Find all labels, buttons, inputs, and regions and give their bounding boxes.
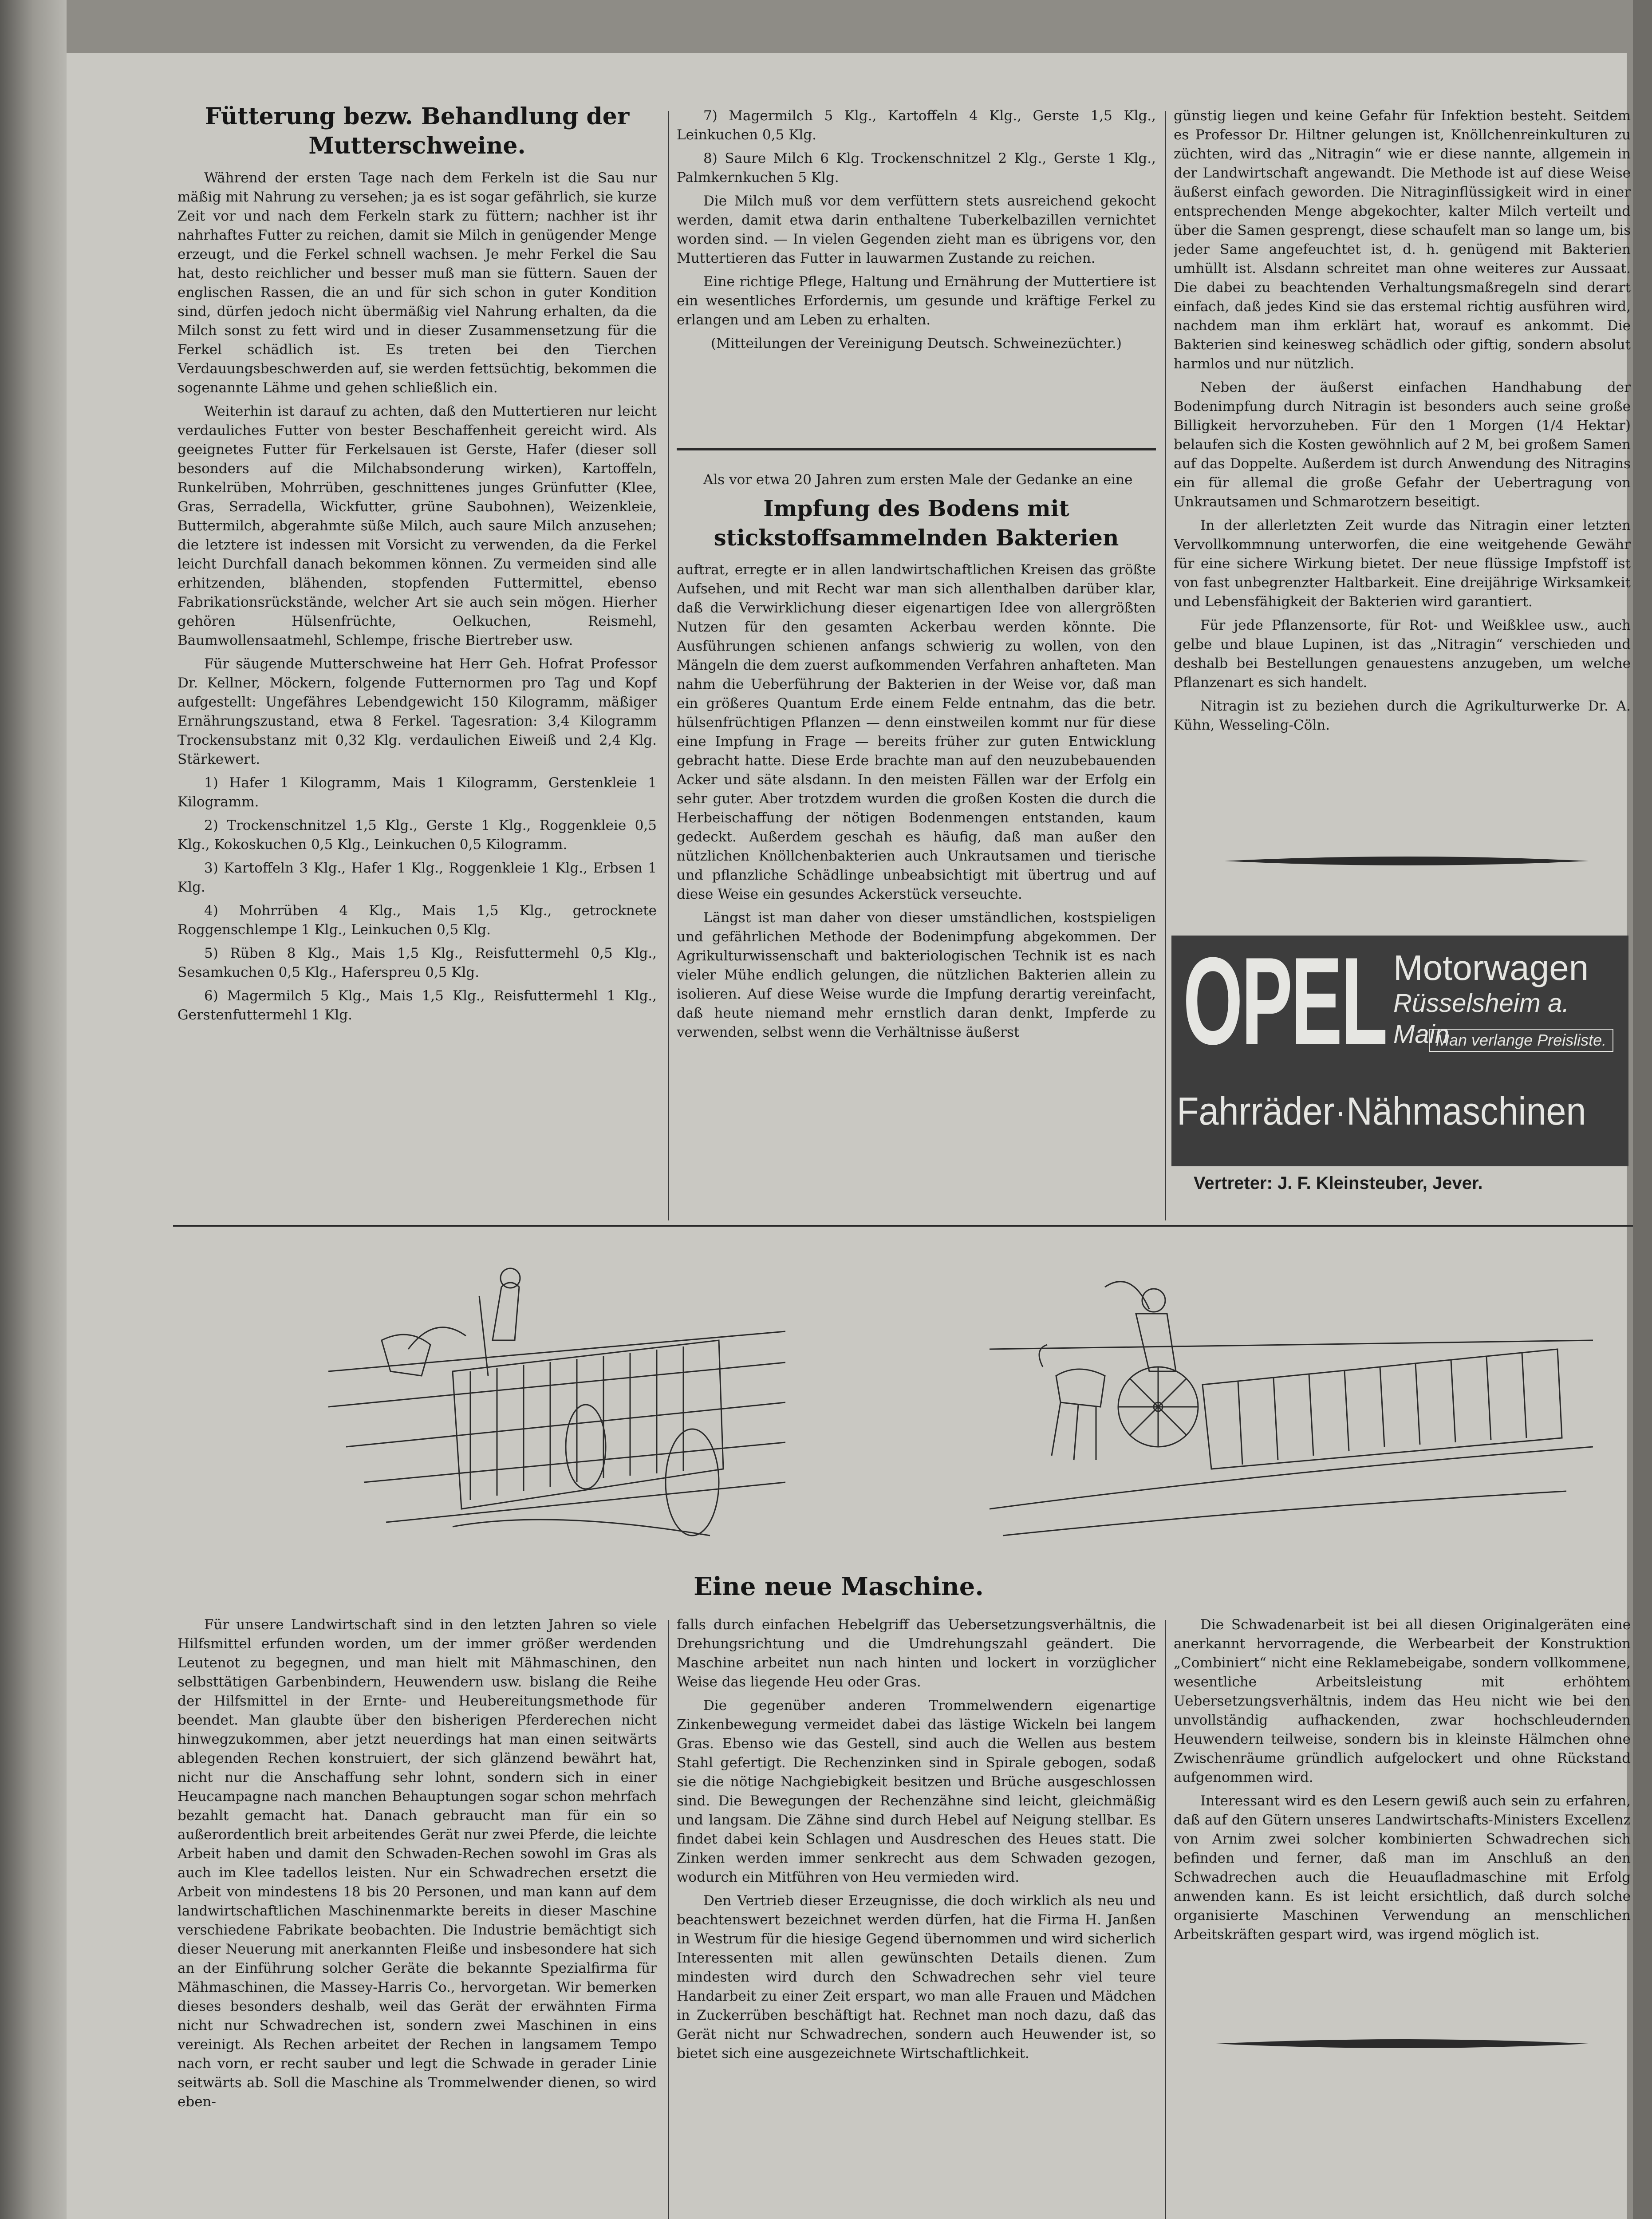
ration-item: 1) Hafer 1 Kilogramm, Mais 1 Kilogramm, Gerstenkleie 1 Kilogramm. — [177, 775, 657, 810]
article1-paragraph: Für säugende Mutterschweine hat Herr Geh. Hofrat Professor Dr. Kellner, Möckern, folgende Futternormen pro Tag und Kopf aufgestellt: Ungefähres Lebendgewicht 150 Kilogramm, mäßiger Ernährungszustand, etwa 8 Ferkel. Tagesration: 3,4 Kilogramm Trockensubstanz mit 0,32 Klg. verdaulichen Eiweiß und 2,4 Klg. Stärkewert. — [177, 656, 657, 767]
article1-column1 — [177, 102, 657, 1203]
ration-item: 3) Kartoffeln 3 Klg., Hafer 1 Klg., Roggenkleie 1 Klg., Erbsen 1 Klg. — [177, 860, 657, 895]
article2-paragraph: günstig liegen und keine Gefahr für Infektion besteht. Seitdem es Professor Dr. Hiltner gelungen ist, Knöllchenreinkulturen zu züchten, wird das „Nitragin“ wie er diese nannte, allgemein in der Landwirtschaft angewandt. Die Methode ist auf diese Weise äußerst einfach geworden. Die Nitraginflüssigkeit wird in einer entsprechenden Menge abgekochter, kalter Milch verteilt und über die Samen gesprengt, diese schaufelt man so lange um, bis jeder Same angefeuchtet ist, d. h. genügend mit Bakterien umhüllt ist. Alsdann schreitet man ohne weiteres zur Aussaat. Die dabei zu beachtenden Verhaltungsmaßregeln sind derart einfach, daß jedes Kind sie das erstemal richtig ausführen wird, nachdem man ihm erklärt hat, worauf es ankommt. Die Bakterien sind keinesweg schädlich oder giftig, sondern absolut harmlos und nur nützlich. — [1174, 108, 1631, 372]
article1-paragraph: Eine richtige Pflege, Haltung und Ernährung der Muttertiere ist ein wesentliches Erfordernis, um gesunde und kräftige Ferkel zu erlangen und am Leben zu erhalten. — [677, 274, 1156, 328]
ration-item: 6) Magermilch 5 Klg., Mais 1,5 Klg., Reisfuttermehl 1 Klg., Gerstenfuttermehl 1 Klg. — [177, 988, 657, 1023]
page-edge — [1633, 0, 1652, 2219]
article3-column2 — [677, 1615, 1156, 2219]
article2-column1 — [677, 470, 1156, 1225]
hay-rake-illustration-left-icon — [319, 1260, 785, 1558]
book-spine — [0, 0, 67, 2219]
article2-paragraph: auftrat, erregte er in allen landwirtschaftlichen Kreisen das größte Aufsehen, und mit Recht war man sich allenthalben darüber klar, daß die Verwirklichung dieser eigenartigen Idee von allergrößten Nutzen für den gesamten Ackerbau werden könnte. Die Ausführungen schienen anfangs schwierig zu wollen, von den Mängeln die dem zuerst aufkommenden Verfahren anhafteten. Man nahm die Ueberführung der Bakterien in der Weise vor, daß man ein größeres Quantum Erde einem Felde entnahm, das die betr. hülsenfrüchtigen Pflanzen — denn einstweilen kommt nur für diese eine Impfung in Frage — bereits früher zur guten Entwicklung gebracht hatte. Diese Erde brachte man auf den neuzubebauenden Acker und säte alsdann. In den meisten Fällen war der Erfolg ein sehr guter. Aber trotzdem wurden die großen Kosten die durch die Herbeischaffung der nötigen Bodenmengen entstanden, kaum gedeckt. Außerdem geschah es häufig, daß man außer den nützlichen Knöllchenbakterien auch Unkrautsamen und tierische und pflanzliche Schädlinge unbeabsichtigt mit übertrug und auf diese Weise ein gesundes Ackerstück verseuchte. — [677, 562, 1156, 902]
ration-item: 5) Rüben 8 Klg., Mais 1,5 Klg., Reisfuttermehl 0,5 Klg., Sesamkuchen 0,5 Klg., Haferspreu 0,5 Klg. — [177, 945, 657, 980]
article2-paragraph: Nitragin ist zu beziehen durch die Agrikulturwerke Dr. A. Kühn, Wesseling-Cöln. — [1174, 698, 1631, 733]
ad-line1: Motorwagen — [1393, 948, 1589, 987]
article3-column3 — [1174, 1615, 1631, 2006]
article3-column1 — [177, 1615, 657, 2219]
article1-source: (Mitteilungen der Vereinigung Deutsch. Schweinezüchter.) — [711, 336, 1122, 351]
article2-title: Impfung des Bodens mit stickstoffsammelnden Bakterien — [714, 495, 1119, 551]
article3-paragraph: Den Vertrieb dieser Erzeugnisse, die doch wirklich als neu und beachtenswert bezeichnet werden dürfen, hat die Firma H. Janßen in Westrum für die hiesige Gegend übernommen und wird sicherlich Interessenten mit allen gewünschten Details dienen. Zum mindesten wird durch den Schwadrechen sehr viel teure Handarbeit zu einer Zeit erspart, wo man alle Frauen und Mädchen in Zuckerrüben beschäftigt hat. Rechnet man noch dazu, daß das Gerät nicht nur Schwadrechen, sondern auch Heuwender ist, so bietet sich eine ausgezeichnete Wirtschaftlichkeit. — [677, 1893, 1156, 2061]
ration-item: 7) Magermilch 5 Klg., Kartoffeln 4 Klg., Gerste 1,5 Klg., Leinkuchen 0,5 Klg. — [677, 108, 1156, 143]
article-divider — [677, 448, 1156, 450]
column-rule — [668, 1620, 669, 2219]
article2-paragraph: Für jede Pflanzensorte, für Rot- und Weißklee usw., auch gelbe und blaue Lupinen, ist das „Nitragin“ verschieden und deshalb bei Bestellungen genauestens anzugeben, um welche Pflanzenart es sich handelt. — [1174, 617, 1631, 691]
ornament-divider-icon — [1225, 852, 1589, 870]
article2-paragraph: Längst ist man daher von dieser umständlichen, kostspieligen und gefährlichen Methode der Bodenimpfung abgekommen. Der Agrikulturwissenschaft und bakteriologischen Technik ist es nach vieler Mühe endlich gelungen, die nützlichen Bakterien allein zu isolieren. Auf diese Weise wurde die Impfung derartig vereinfacht, daß heute niemand mehr ernstlich daran denkt, Impferde zu verwenden, selbst wenn die Verhältnisse äußerst — [677, 910, 1156, 1040]
section-divider — [173, 1225, 1633, 1227]
ration-item: 2) Trockenschnitzel 1,5 Klg., Gerste 1 Klg., Roggenkleie 0,5 Klg., Kokoskuchen 0,5 Klg., Leinkuchen 0,5 Kilogramm. — [177, 817, 657, 853]
article1-title: Fütterung bezw. Behandlung der Mutterschweine. — [205, 103, 630, 159]
ad-representative: Vertreter: J. F. Kleinsteuber, Jever. — [1194, 1173, 1483, 1193]
ration-item: 8) Saure Milch 6 Klg. Trockenschnitzel 2 Klg., Gerste 1 Klg., Palmkernkuchen 5 Klg. — [677, 150, 1156, 186]
article1-paragraph: Weiterhin ist darauf zu achten, daß den Muttertieren nur leicht verdauliches Futter von bester Beschaffenheit gereicht wird. Als geeignetes Futter für Ferkelsauen ist Gerste, Hafer (dieser soll besonders auf die Milchabsonderung wirken), Kartoffeln, Runkelrüben, Mohrrüben, geschnittenes junges Grünfutter (Klee, Gras, Serradella, Wickfutter, grüne Saubohnen), Weizenkleie, Buttermilch, abgerahmte süße Milch, auch saure Milch anzusehen; die letztere ist indessen mit Vorsicht zu verwenden, da die Ferkel leicht Durchfall danach bekommen können. Zu vermeiden sind alle erhitzenden, blähenden, stopfenden Futtermittel, ebenso Fabrikationsrückstände, welcher Art sie auch sein mögen. Hierher gehören Hülsenfrüchte, Oelkuchen, Reismehl, Baumwollensaatmehl, Schlempe, frische Biertreber usw. — [177, 403, 657, 648]
opel-advertisement — [1171, 932, 1628, 1166]
column-rule — [1165, 111, 1166, 1220]
article1-paragraph: Während der ersten Tage nach dem Ferkeln ist die Sau nur mäßig mit Nahrung zu versehen; ja es ist sogar gefährlich, sie kurze Zeit vor und nach dem Ferkeln stark zu füttern; nachher ist ihr nahrhaftes Futter zu reichen, damit sie Milch in genügender Menge erzeugt, und die Ferkel schnell wachsen. Je mehr Ferkel die Sau hat, desto reichlicher und besser muß man sie füttern. Sauen der englischen Rassen, die an und für sich schon in guter Kondition sind, dürfen jedoch nicht übermäßig viel Nahrung erhalten, da die Milch sonst zu fett wird und in dieser Zusammensetzung für die Ferkel schädlich ist. Es treten bei den Tierchen Verdauungsbeschwerden auf, sie werden fettsüchtig, bekommen die sogenannte Lähme und gehen schließlich ein. — [177, 170, 657, 396]
article2-paragraph: Neben der äußerst einfachen Handhabung der Bodenimpfung durch Nitragin ist besonders auch seine große Billigkeit hervorzuheben. Für den 1 Morgen (1/4 Hektar) belaufen sich die Kosten gewöhnlich auf 2 M, bei großem Samen auf das Doppelte. Außerdem ist durch Anwendung des Nitragins ein für allemal die große Gefahr der Uebertragung von Unkrautsamen und Schmarotzern beseitigt. — [1174, 379, 1631, 510]
column-rule — [1165, 1620, 1166, 2219]
ad-line4: Fahrräder·Nähmaschinen — [1177, 1089, 1586, 1133]
ornament-divider-icon — [1216, 2035, 1589, 2053]
article3-paragraph: Interessant wird es den Lesern gewiß auch sein zu erfahren, daß auf den Gütern unseres Landwirtschafts-Ministers Excellenz von Arnim zwei solcher kombinierten Schwadrechen sich befinden und ferner, daß man im Anschluß an den Schwadrechen auch die Heuaufladmaschine mit Erfolg anwenden kann. Es ist leicht ersichtlich, daß durch solche organisierte Maschinen Verwendung an menschlichen Arbeitskräften gespart wird, was irgend möglich ist. — [1174, 1793, 1631, 1943]
article3-paragraph: Die Schwadenarbeit ist bei all diesen Originalgeräten eine anerkannt hervorragende, die Werbearbeit der Konstruktion „Combiniert“ nicht eine Reklamebeigabe, sondern vollkommene, wesentliche Arbeitsleistung mit erhöhtem Uebersetzungsverhältnis, indem das Heu nicht wie bei den unvollständig aufhackenden, zwar hochschleudernden Heuwendern teilweise, sondern bis in kleinste Hälmchen ohne Zwischenräume gründlich aufgelockert und ohne Rückstand aufgenommen wird. — [1174, 1617, 1631, 1785]
article3-title: Eine neue Maschine. — [694, 1572, 984, 1601]
article2-intro: Als vor etwa 20 Jahren zum ersten Male der Gedanke an eine — [703, 472, 1133, 488]
ad-brand: OPEL — [1183, 932, 1386, 1070]
article1-column2 — [677, 107, 1156, 444]
article2-paragraph: In der allerletzten Zeit wurde das Nitragin einer letzten Vervollkommnung unterworfen, die eine weitgehende Gewähr für eine sichere Wirkung bietet. Der neue flüssige Impfstoff ist von fast unbegrenzter Haltbarkeit. Eine dreijährige Wirksamkeit und Lebensfähigkeit der Bakterien wird garantiert. — [1174, 517, 1631, 610]
column-rule — [668, 111, 669, 1220]
article3-paragraph: Die gegenüber anderen Trommelwendern eigenartige Zinkenbewegung vermeidet dabei das lästige Wickeln bei langem Gras. Ebenso wie das Gestell, sind auch die Wellen aus bestem Stahl gefertigt. Die Rechenzinken sind in Spirale gebogen, sodaß sie die nötige Nachgiebigkeit besitzen und Brüche ausgeschlossen sind. Die Bewegungen der Rechenzähne sind leicht, gleichmäßig und langsam. Die Zähne sind durch Hebel auf Neigung stellbar. Es findet dabei kein Schlagen und Ausdreschen des Heues statt. Die Zinken werden immer senkrecht aus dem Schwaden gezogen, wodurch ein Mitführen von Heu vermieden wird. — [677, 1698, 1156, 1885]
ad-line2: Rüsselsheim a. Main — [1393, 989, 1569, 1049]
ad-line3: Man verlange Preisliste. — [1429, 1029, 1613, 1052]
ration-item: 4) Mohrrüben 4 Klg., Mais 1,5 Klg., getrocknete Roggenschlempe 1 Klg., Leinkuchen 0,5 Klg. — [177, 903, 657, 938]
article2-column2 — [1174, 107, 1631, 834]
article3-paragraph: Für unsere Landwirtschaft sind in den letzten Jahren so viele Hilfsmittel erfunden worden, um der immer größer werdenden Leutenot zu begegnen, und man hielt mit Mähmaschinen, den selbsttätigen Garbenbindern, Heuwendern usw. bislang die Reihe der Hilfsmittel in der Ernte- und Heubereitungsmethode für beendet. Man glaubte über den bisherigen Pferderechen nicht hinwegzukommen, aber jetzt neuerdings hat man einen seitwärts ablegenden Rechen konstruiert, der sich glänzend bewährt hat, nicht nur die Anschaffung sehr lohnt, sondern sich in einer Heucampagne nach manchen Behauptungen sogar schon mehrfach bezahlt gemacht hat. Danach gebraucht man für ein so außerordentlich breit arbeitendes Gerät nur zwei Pferde, die leichte Arbeit haben und damit den Schwaden-Rechen sowohl im Gras als auch im Klee tadellos leisten. Nur ein Schwadrechen ersetzt die Arbeit von mindestens 18 bis 20 Personen, und man kann auf dem landwirtschaftlichen Maschinenmarkte bereits in dieser Maschine verschiedene Fabrikate beobachten. Die Industrie bemächtigt sich dieser Neuerung mit anerkannten Fleiße und insbesondere hat sich an der Einführung solcher Geräte die bekannte Spezialfirma für Mähmaschinen, die Massey-Harris Co., hervorgetan. Wir bemerken dieses besonders deshalb, weil das Gerät der erwähnten Firma nicht nur Schwadrechen ist, sondern zwei Maschinen in eins vereinigt. Als Rechen arbeitet der Rechen in langsamem Tempo nach vorn, er recht sauber und legt die Schwade in gerader Linie seitwärts ab. Soll die Maschine als Trommelwender dienen, so wird eben- — [177, 1617, 657, 2110]
hay-rake-illustration-right-icon — [990, 1260, 1593, 1558]
article3-paragraph: falls durch einfachen Hebelgriff das Uebersetzungsverhältnis, die Drehungsrichtung und die Umdrehungszahl geändert. Die Maschine arbeitet nun nach hinten und lockert in vorzüglicher Weise das liegende Heu oder Gras. — [677, 1617, 1156, 1690]
article1-paragraph: Die Milch muß vor dem verfüttern stets ausreichend gekocht werden, damit etwa darin enthaltene Tuberkelbazillen vernichtet worden sind. — In vielen Gegenden zieht man es übrigens vor, den Muttertieren das Futter in lauwarmen Zustande zu reichen. — [677, 193, 1156, 266]
